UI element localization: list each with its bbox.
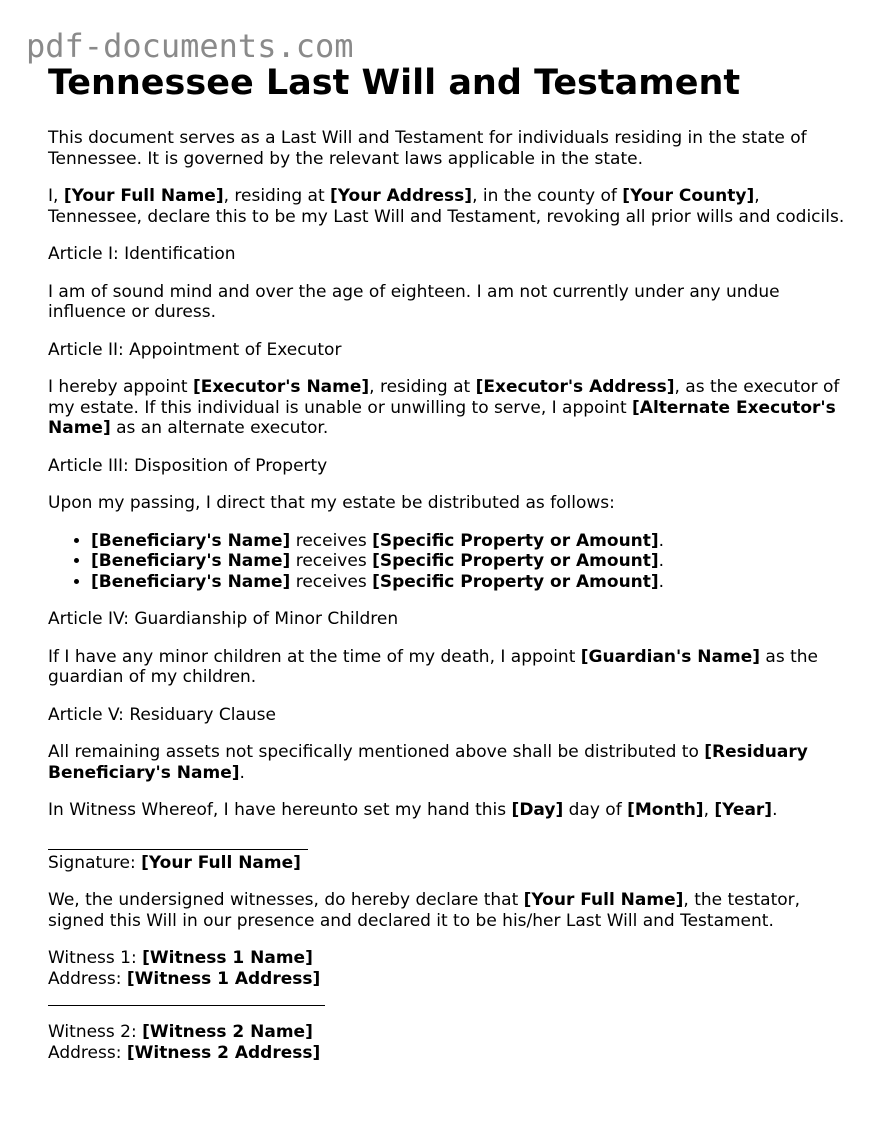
testator-signature-line <box>48 849 308 850</box>
executor-name-placeholder: [Executor's Name] <box>192 377 370 397</box>
article-5-heading: Article V: Residuary Clause <box>48 704 276 725</box>
article-3-text: Upon my passing, I direct that my estate be distributed as follows: <box>48 493 615 513</box>
article-4-heading: Article IV: Guardianship of Minor Children <box>48 609 399 629</box>
residuary-beneficiary-placeholder: [Residuary Beneficiary's Name] <box>48 742 808 783</box>
article-4-text: If I have any minor children at the time of my death, I appoint [Guardian's Name] as the guardian of my children. <box>48 646 818 687</box>
document-page <box>48 60 848 1063</box>
guardian-name-placeholder: [Guardian's Name] <box>580 646 760 667</box>
witness-2-name: Witness 2: [Witness 2 Name] <box>48 1022 313 1042</box>
declaration-paragraph: I, [Your Full Name], residing at [Your Address], in the county of [Your County], Tennessee, declare this to be my Last Will and Testament, revoking all prior wills and codicils. <box>48 186 845 227</box>
article-5-text: All remaining assets not specifically mentioned above shall be distributed to [Residuary Beneficiary's Name]. <box>48 742 808 783</box>
bequest-item: • [Beneficiary's Name] receives [Specific Property or Amount]. <box>91 551 848 572</box>
executor-address-placeholder: [Executor's Address] <box>475 377 675 397</box>
attestation-paragraph: We, the undersigned witnesses, do hereby declare that [Your Full Name], the testator, signed this Will in our presence and declared it to be his/her Last Will and Testament. <box>48 890 801 931</box>
day-placeholder: [Day] <box>511 800 564 820</box>
bequest-item: • [Beneficiary's Name] receives [Specific Property or Amount]. <box>91 531 848 552</box>
testator-signature: Signature: [Your Full Name] <box>48 852 301 873</box>
witness-1-name: Witness 1: [Witness 1 Name] <box>48 948 313 968</box>
witness-2-address: Address: [Witness 2 Address] <box>48 1042 321 1063</box>
article-3-heading: Article III: Disposition of Property <box>48 455 328 476</box>
article-1-text: I am of sound mind and over the age of eighteen. I am not currently under any undue influence or duress. <box>48 281 780 322</box>
article-2-heading: Article II: Appointment of Executor <box>48 339 342 360</box>
month-placeholder: [Month] <box>627 800 704 820</box>
watermark: pdf-documents.com <box>26 27 354 65</box>
bequest-item: • [Beneficiary's Name] receives [Specific Property or Amount]. <box>91 572 848 593</box>
testator-name-placeholder: [Your Full Name] <box>523 890 684 910</box>
alternate-executor-placeholder: [Alternate Executor's Name] <box>48 397 836 438</box>
document-title: Tennessee Last Will and Testament <box>48 63 741 103</box>
article-1-heading: Article I: Identification <box>48 244 236 264</box>
testator-address-placeholder: [Your Address] <box>330 186 473 206</box>
year-placeholder: [Year] <box>714 800 773 820</box>
bequest-list <box>48 531 848 593</box>
witness-2-signature-line <box>48 1005 325 1006</box>
testator-name-placeholder: [Your Full Name] <box>63 186 224 206</box>
testator-county-placeholder: [Your County] <box>622 186 755 206</box>
article-2-text: I hereby appoint [Executor's Name], residing at [Executor's Address], as the executor of my estate. If this individual is unable or unwilling to serve, I appoint [Alternate Executor's Name] as an alternate executor. <box>48 377 840 438</box>
witness-whereof-text: In Witness Whereof, I have hereunto set my hand this [Day] day of [Month], [Year]. <box>48 800 778 820</box>
intro-paragraph: This document serves as a Last Will and Testament for individuals residing in the state of Tennessee. It is governed by the relevant laws applicable in the state. <box>48 128 807 169</box>
witness-1-address: Address: [Witness 1 Address] <box>48 968 321 989</box>
